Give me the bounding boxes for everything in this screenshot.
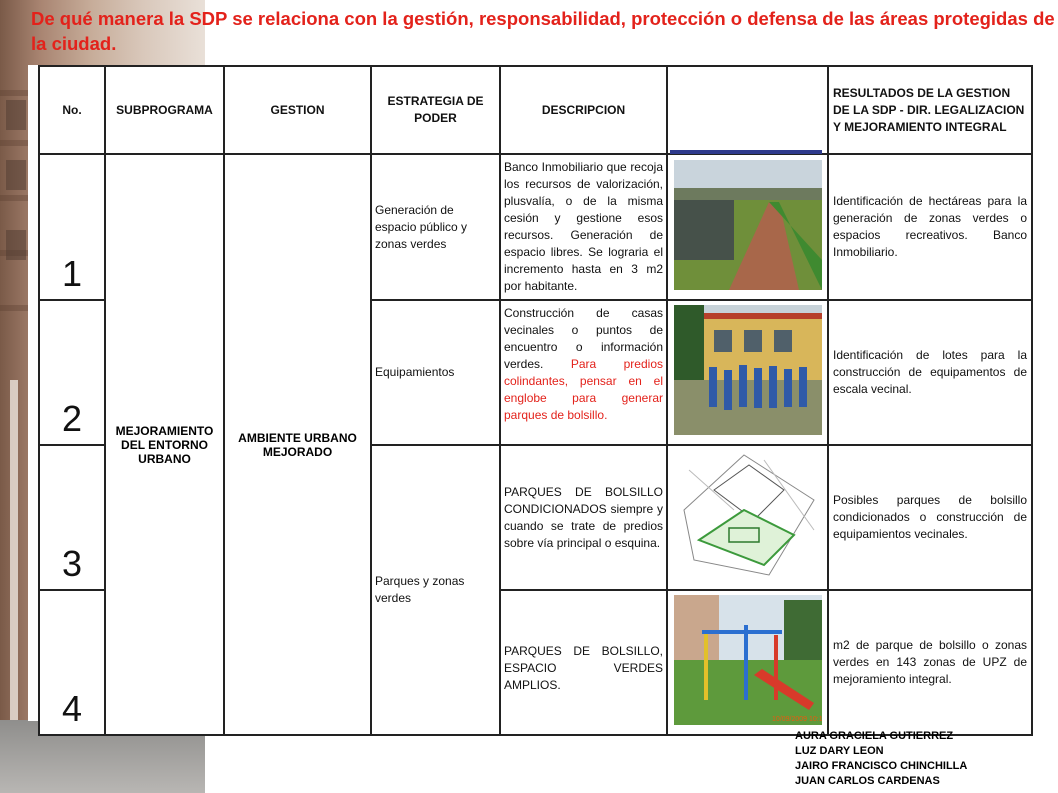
resultado-cell: Identificación de lotes para la construcción de equipamentos de escala vecinal. [828,300,1032,445]
credit-line: JAIRO FRANCISCO CHINCHILLA [795,760,968,772]
descripcion-cell: Banco Inmobiliario que recoja los recursos de valorización, plusvalía, o de la misma cesión y gestione esos recursos. Generación de espacio libres. Se lograria el incremento hasta en 3 m2 por habitante. [500,154,667,300]
table-row [39,154,1032,300]
header-resultados: RESULTADOS DE LA GESTION DE LA SDP - DIR. LEGALIZACION Y MEJORAMIENTO INTEGRAL [828,66,1032,154]
accent-bar [670,150,822,154]
header-image [667,66,828,154]
image-cell [667,154,828,300]
header-descripcion: DESCRIPCION [500,66,667,154]
slide-title: De qué manera la SDP se relaciona con la gestión, responsabilidad, protección o defensa de las áreas protegidas de la ciudad. [31,8,1055,54]
descripcion-cell: PARQUES DE BOLSILLO, ESPACIO VERDES AMPLIOS. [500,590,667,735]
management-table [38,65,1033,736]
estrategia-cell: Equipamientos [371,300,500,445]
image-cell [667,300,828,445]
subprograma-cell: MEJORAMIENTO DEL ENTORNO URBANO [105,154,224,735]
image-cell [667,590,828,735]
descripcion-cell: Construcción de casas vecinales o puntos de encuentro o información verdes. Para predios colindantes, pensar en el englobe para generar parques de bolsillo. [500,300,667,445]
credit-line: JUAN CARLOS CARDENAS [795,775,940,787]
resultado-cell: Identificación de hectáreas para la generación de zonas verdes o espacios recreativos. Banco Inmobiliario. [828,154,1032,300]
header-no: No. [39,66,105,154]
park-path-photo [674,160,822,290]
credit-line: LUZ DARY LEON [795,745,884,757]
header-estrategia: ESTRATEGIA DE PODER [371,66,500,154]
author-credits [795,729,967,789]
resultado-cell: Posibles parques de bolsillo condicionados o construcción de equipamientos vecinales. [828,445,1032,590]
header-row [39,66,1032,154]
resultado-cell: m2 de parque de bolsillo o zonas verdes en 143 zonas de UPZ de mejoramiento integral. [828,590,1032,735]
site-plan-drawing [674,450,822,580]
descripcion-highlight: Para predios colindantes, pensar en el englobe para generar parques de bolsillo. [504,357,663,422]
descripcion-cell: PARQUES DE BOLSILLO CONDICIONADOS siempre y cuando se trate de predios sobre vía principal o esquina. [500,445,667,590]
row-number: 4 [39,590,105,735]
header-subprograma: SUBPROGRAMA [105,66,224,154]
estrategia-cell: Parques y zonas verdes [371,445,500,735]
header-gestion: GESTION [224,66,371,154]
estrategia-cell: Generación de espacio público y zonas verdes [371,154,500,300]
gestion-cell: AMBIENTE URBANO MEJORADO [224,154,371,735]
school-building-photo [674,305,822,435]
image-cell [667,445,828,590]
photo-timestamp: 10/09/2009 10:19 [771,716,822,723]
playground-photo [674,595,822,725]
row-number: 1 [39,154,105,300]
row-number: 2 [39,300,105,445]
credit-line: AURA GRACIELA GUTIERREZ [795,730,954,742]
row-number: 3 [39,445,105,590]
